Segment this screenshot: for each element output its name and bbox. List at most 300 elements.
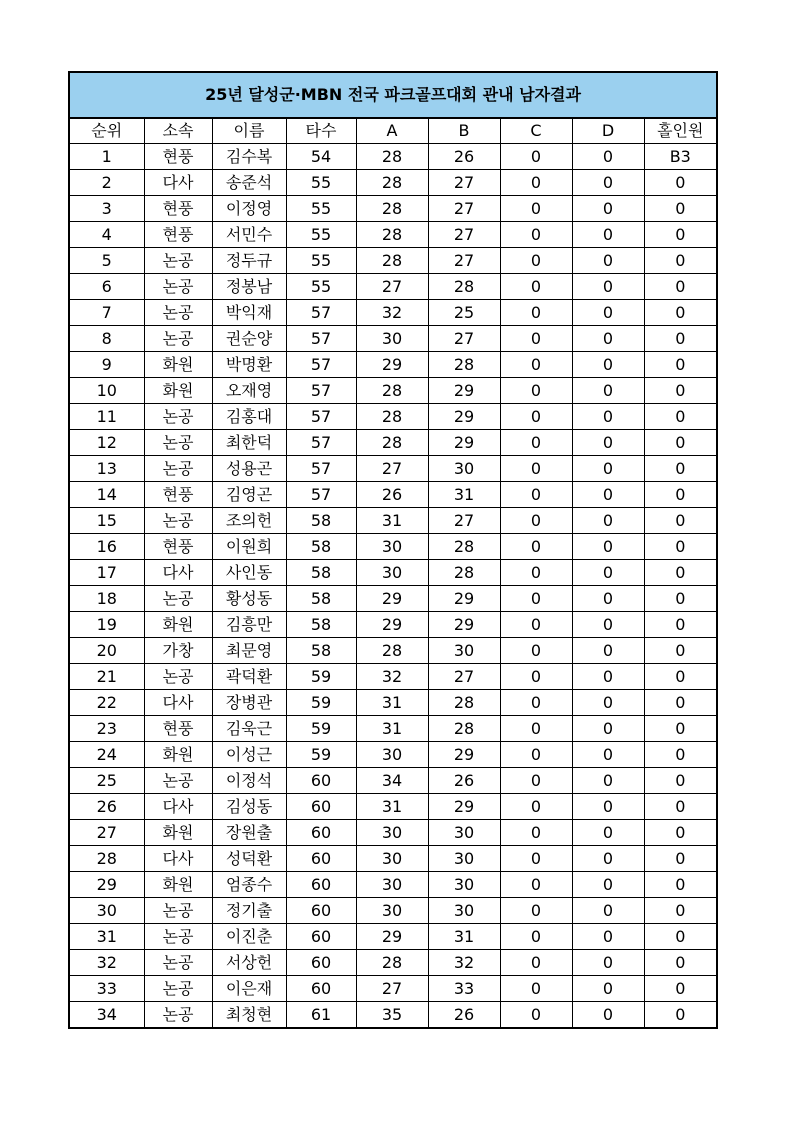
a-cell: 29 xyxy=(356,352,428,378)
name-cell: 김흥만 xyxy=(212,612,286,638)
name-cell: 최문영 xyxy=(212,638,286,664)
hole-in-one-cell: 0 xyxy=(644,196,717,222)
hole-in-one-cell: 0 xyxy=(644,638,717,664)
b-cell: 28 xyxy=(428,716,500,742)
a-cell: 28 xyxy=(356,430,428,456)
strokes-cell: 59 xyxy=(286,716,356,742)
name-cell: 정봉남 xyxy=(212,274,286,300)
c-cell: 0 xyxy=(500,352,572,378)
name-cell: 이은재 xyxy=(212,976,286,1002)
d-cell: 0 xyxy=(572,300,644,326)
name-cell: 성용곤 xyxy=(212,456,286,482)
strokes-cell: 59 xyxy=(286,664,356,690)
b-cell: 29 xyxy=(428,378,500,404)
rank-cell: 10 xyxy=(69,378,144,404)
table-row xyxy=(69,404,717,430)
a-cell: 32 xyxy=(356,300,428,326)
affiliation-cell: 논공 xyxy=(144,664,212,690)
table-row xyxy=(69,794,717,820)
c-cell: 0 xyxy=(500,612,572,638)
b-cell: 25 xyxy=(428,300,500,326)
d-cell: 0 xyxy=(572,456,644,482)
table-row xyxy=(69,170,717,196)
table-row xyxy=(69,196,717,222)
b-cell: 26 xyxy=(428,768,500,794)
c-cell: 0 xyxy=(500,742,572,768)
hole-in-one-cell: 0 xyxy=(644,690,717,716)
c-cell: 0 xyxy=(500,586,572,612)
a-cell: 30 xyxy=(356,898,428,924)
strokes-cell: 60 xyxy=(286,794,356,820)
strokes-cell: 59 xyxy=(286,742,356,768)
affiliation-cell: 화원 xyxy=(144,352,212,378)
b-cell: 32 xyxy=(428,950,500,976)
affiliation-cell: 현풍 xyxy=(144,482,212,508)
name-cell: 이성근 xyxy=(212,742,286,768)
a-cell: 30 xyxy=(356,846,428,872)
strokes-cell: 60 xyxy=(286,872,356,898)
name-cell: 조의헌 xyxy=(212,508,286,534)
strokes-cell: 55 xyxy=(286,274,356,300)
table-row xyxy=(69,1002,717,1029)
name-cell: 서상헌 xyxy=(212,950,286,976)
affiliation-cell: 다사 xyxy=(144,690,212,716)
rank-cell: 23 xyxy=(69,716,144,742)
table-row xyxy=(69,456,717,482)
strokes-cell: 57 xyxy=(286,326,356,352)
table-row xyxy=(69,612,717,638)
affiliation-cell: 논공 xyxy=(144,950,212,976)
name-cell: 김수복 xyxy=(212,144,286,170)
name-cell: 사인동 xyxy=(212,560,286,586)
a-cell: 30 xyxy=(356,742,428,768)
strokes-cell: 60 xyxy=(286,846,356,872)
name-cell: 곽덕환 xyxy=(212,664,286,690)
strokes-cell: 58 xyxy=(286,612,356,638)
table-row xyxy=(69,534,717,560)
c-cell: 0 xyxy=(500,404,572,430)
rank-cell: 20 xyxy=(69,638,144,664)
a-cell: 28 xyxy=(356,222,428,248)
hole-in-one-cell: 0 xyxy=(644,1002,717,1029)
rank-cell: 26 xyxy=(69,794,144,820)
c-cell: 0 xyxy=(500,378,572,404)
table-row xyxy=(69,872,717,898)
table-row xyxy=(69,560,717,586)
c-cell: 0 xyxy=(500,1002,572,1029)
rank-cell: 14 xyxy=(69,482,144,508)
c-cell: 0 xyxy=(500,222,572,248)
affiliation-cell: 화원 xyxy=(144,872,212,898)
affiliation-cell: 화원 xyxy=(144,820,212,846)
a-cell: 34 xyxy=(356,768,428,794)
hole-in-one-cell: 0 xyxy=(644,170,717,196)
strokes-cell: 55 xyxy=(286,170,356,196)
rank-cell: 7 xyxy=(69,300,144,326)
name-cell: 최청현 xyxy=(212,1002,286,1029)
strokes-cell: 54 xyxy=(286,144,356,170)
d-cell: 0 xyxy=(572,196,644,222)
strokes-cell: 55 xyxy=(286,248,356,274)
rank-cell: 1 xyxy=(69,144,144,170)
strokes-cell: 57 xyxy=(286,378,356,404)
rank-cell: 13 xyxy=(69,456,144,482)
d-cell: 0 xyxy=(572,508,644,534)
affiliation-cell: 논공 xyxy=(144,404,212,430)
hole-in-one-cell: 0 xyxy=(644,534,717,560)
a-cell: 30 xyxy=(356,872,428,898)
d-cell: 0 xyxy=(572,534,644,560)
rank-cell: 8 xyxy=(69,326,144,352)
name-cell: 김욱근 xyxy=(212,716,286,742)
a-cell: 29 xyxy=(356,924,428,950)
strokes-cell: 58 xyxy=(286,534,356,560)
c-cell: 0 xyxy=(500,690,572,716)
c-cell: 0 xyxy=(500,248,572,274)
name-cell: 성덕환 xyxy=(212,846,286,872)
table-row xyxy=(69,430,717,456)
d-cell: 0 xyxy=(572,716,644,742)
b-cell: 27 xyxy=(428,222,500,248)
rank-cell: 33 xyxy=(69,976,144,1002)
rank-cell: 32 xyxy=(69,950,144,976)
strokes-cell: 57 xyxy=(286,352,356,378)
d-cell: 0 xyxy=(572,742,644,768)
name-cell: 김홍대 xyxy=(212,404,286,430)
hole-in-one-cell: 0 xyxy=(644,846,717,872)
d-cell: 0 xyxy=(572,326,644,352)
hole-in-one-cell: 0 xyxy=(644,300,717,326)
d-cell: 0 xyxy=(572,690,644,716)
c-cell: 0 xyxy=(500,898,572,924)
col-affiliation-header: 소속 xyxy=(144,118,212,144)
affiliation-cell: 다사 xyxy=(144,170,212,196)
d-cell: 0 xyxy=(572,560,644,586)
strokes-cell: 60 xyxy=(286,976,356,1002)
hole-in-one-cell: 0 xyxy=(644,482,717,508)
c-cell: 0 xyxy=(500,872,572,898)
table-row xyxy=(69,950,717,976)
affiliation-cell: 화원 xyxy=(144,378,212,404)
c-cell: 0 xyxy=(500,768,572,794)
d-cell: 0 xyxy=(572,586,644,612)
rank-cell: 9 xyxy=(69,352,144,378)
col-name-header: 이름 xyxy=(212,118,286,144)
c-cell: 0 xyxy=(500,196,572,222)
hole-in-one-cell: 0 xyxy=(644,222,717,248)
affiliation-cell: 다사 xyxy=(144,794,212,820)
hole-in-one-cell: 0 xyxy=(644,794,717,820)
b-cell: 29 xyxy=(428,742,500,768)
b-cell: 31 xyxy=(428,924,500,950)
a-cell: 27 xyxy=(356,456,428,482)
d-cell: 0 xyxy=(572,144,644,170)
c-cell: 0 xyxy=(500,430,572,456)
table-row xyxy=(69,690,717,716)
b-cell: 28 xyxy=(428,352,500,378)
table-row xyxy=(69,274,717,300)
d-cell: 0 xyxy=(572,482,644,508)
hole-in-one-cell: 0 xyxy=(644,326,717,352)
d-cell: 0 xyxy=(572,768,644,794)
affiliation-cell: 현풍 xyxy=(144,196,212,222)
a-cell: 31 xyxy=(356,508,428,534)
table-row xyxy=(69,326,717,352)
table-row xyxy=(69,846,717,872)
table-row xyxy=(69,638,717,664)
strokes-cell: 59 xyxy=(286,690,356,716)
col-a-header: A xyxy=(356,118,428,144)
affiliation-cell: 현풍 xyxy=(144,144,212,170)
d-cell: 0 xyxy=(572,404,644,430)
c-cell: 0 xyxy=(500,274,572,300)
b-cell: 26 xyxy=(428,144,500,170)
affiliation-cell: 논공 xyxy=(144,508,212,534)
table-row xyxy=(69,742,717,768)
strokes-cell: 58 xyxy=(286,560,356,586)
affiliation-cell: 다사 xyxy=(144,846,212,872)
affiliation-cell: 현풍 xyxy=(144,222,212,248)
hole-in-one-cell: 0 xyxy=(644,664,717,690)
name-cell: 송준석 xyxy=(212,170,286,196)
b-cell: 26 xyxy=(428,1002,500,1029)
affiliation-cell: 논공 xyxy=(144,898,212,924)
rank-cell: 2 xyxy=(69,170,144,196)
a-cell: 35 xyxy=(356,1002,428,1029)
rank-cell: 29 xyxy=(69,872,144,898)
c-cell: 0 xyxy=(500,482,572,508)
c-cell: 0 xyxy=(500,820,572,846)
strokes-cell: 57 xyxy=(286,482,356,508)
a-cell: 29 xyxy=(356,612,428,638)
affiliation-cell: 현풍 xyxy=(144,534,212,560)
b-cell: 30 xyxy=(428,456,500,482)
name-cell: 박명환 xyxy=(212,352,286,378)
a-cell: 28 xyxy=(356,196,428,222)
hole-in-one-cell: 0 xyxy=(644,456,717,482)
strokes-cell: 55 xyxy=(286,222,356,248)
a-cell: 27 xyxy=(356,274,428,300)
hole-in-one-cell: 0 xyxy=(644,586,717,612)
table-row xyxy=(69,716,717,742)
a-cell: 28 xyxy=(356,378,428,404)
affiliation-cell: 논공 xyxy=(144,768,212,794)
d-cell: 0 xyxy=(572,638,644,664)
table-row xyxy=(69,144,717,170)
hole-in-one-cell: 0 xyxy=(644,950,717,976)
d-cell: 0 xyxy=(572,248,644,274)
rank-cell: 21 xyxy=(69,664,144,690)
a-cell: 31 xyxy=(356,794,428,820)
strokes-cell: 57 xyxy=(286,404,356,430)
strokes-cell: 58 xyxy=(286,638,356,664)
c-cell: 0 xyxy=(500,664,572,690)
results-body xyxy=(69,144,717,1029)
rank-cell: 24 xyxy=(69,742,144,768)
col-d-header: D xyxy=(572,118,644,144)
strokes-cell: 55 xyxy=(286,196,356,222)
rank-cell: 6 xyxy=(69,274,144,300)
c-cell: 0 xyxy=(500,456,572,482)
rank-cell: 11 xyxy=(69,404,144,430)
b-cell: 29 xyxy=(428,612,500,638)
b-cell: 30 xyxy=(428,898,500,924)
rank-cell: 27 xyxy=(69,820,144,846)
name-cell: 이정석 xyxy=(212,768,286,794)
hole-in-one-cell: 0 xyxy=(644,508,717,534)
d-cell: 0 xyxy=(572,898,644,924)
d-cell: 0 xyxy=(572,170,644,196)
name-cell: 서민수 xyxy=(212,222,286,248)
affiliation-cell: 논공 xyxy=(144,430,212,456)
hole-in-one-cell: 0 xyxy=(644,560,717,586)
affiliation-cell: 논공 xyxy=(144,586,212,612)
a-cell: 28 xyxy=(356,950,428,976)
d-cell: 0 xyxy=(572,430,644,456)
c-cell: 0 xyxy=(500,794,572,820)
table-row xyxy=(69,924,717,950)
a-cell: 27 xyxy=(356,976,428,1002)
b-cell: 27 xyxy=(428,508,500,534)
strokes-cell: 60 xyxy=(286,768,356,794)
c-cell: 0 xyxy=(500,144,572,170)
d-cell: 0 xyxy=(572,1002,644,1029)
b-cell: 27 xyxy=(428,248,500,274)
rank-cell: 30 xyxy=(69,898,144,924)
a-cell: 30 xyxy=(356,560,428,586)
hole-in-one-cell: 0 xyxy=(644,872,717,898)
rank-cell: 34 xyxy=(69,1002,144,1029)
rank-cell: 4 xyxy=(69,222,144,248)
d-cell: 0 xyxy=(572,820,644,846)
rank-cell: 15 xyxy=(69,508,144,534)
hole-in-one-cell: B3 xyxy=(644,144,717,170)
col-c-header: C xyxy=(500,118,572,144)
d-cell: 0 xyxy=(572,950,644,976)
b-cell: 30 xyxy=(428,872,500,898)
c-cell: 0 xyxy=(500,170,572,196)
rank-cell: 18 xyxy=(69,586,144,612)
table-row xyxy=(69,586,717,612)
a-cell: 31 xyxy=(356,716,428,742)
hole-in-one-cell: 0 xyxy=(644,352,717,378)
c-cell: 0 xyxy=(500,716,572,742)
d-cell: 0 xyxy=(572,274,644,300)
a-cell: 28 xyxy=(356,170,428,196)
b-cell: 28 xyxy=(428,534,500,560)
table-row xyxy=(69,976,717,1002)
table-row xyxy=(69,820,717,846)
name-cell: 오재영 xyxy=(212,378,286,404)
affiliation-cell: 논공 xyxy=(144,300,212,326)
d-cell: 0 xyxy=(572,352,644,378)
a-cell: 28 xyxy=(356,144,428,170)
c-cell: 0 xyxy=(500,950,572,976)
strokes-cell: 57 xyxy=(286,456,356,482)
b-cell: 29 xyxy=(428,586,500,612)
hole-in-one-cell: 0 xyxy=(644,742,717,768)
name-cell: 최한덕 xyxy=(212,430,286,456)
a-cell: 28 xyxy=(356,638,428,664)
b-cell: 30 xyxy=(428,820,500,846)
name-cell: 박익재 xyxy=(212,300,286,326)
hole-in-one-cell: 0 xyxy=(644,274,717,300)
affiliation-cell: 현풍 xyxy=(144,716,212,742)
table-row xyxy=(69,508,717,534)
rank-cell: 5 xyxy=(69,248,144,274)
strokes-cell: 58 xyxy=(286,586,356,612)
name-cell: 황성동 xyxy=(212,586,286,612)
name-cell: 정기출 xyxy=(212,898,286,924)
a-cell: 30 xyxy=(356,820,428,846)
rank-cell: 19 xyxy=(69,612,144,638)
affiliation-cell: 논공 xyxy=(144,456,212,482)
d-cell: 0 xyxy=(572,924,644,950)
table-row xyxy=(69,248,717,274)
strokes-cell: 60 xyxy=(286,898,356,924)
name-cell: 김영곤 xyxy=(212,482,286,508)
d-cell: 0 xyxy=(572,222,644,248)
a-cell: 30 xyxy=(356,534,428,560)
table-row xyxy=(69,300,717,326)
col-hole-in-one-header: 홀인원 xyxy=(644,118,717,144)
c-cell: 0 xyxy=(500,638,572,664)
d-cell: 0 xyxy=(572,612,644,638)
strokes-cell: 57 xyxy=(286,430,356,456)
affiliation-cell: 가창 xyxy=(144,638,212,664)
strokes-cell: 60 xyxy=(286,924,356,950)
name-cell: 이진춘 xyxy=(212,924,286,950)
results-table xyxy=(68,71,718,1029)
d-cell: 0 xyxy=(572,846,644,872)
strokes-cell: 60 xyxy=(286,820,356,846)
c-cell: 0 xyxy=(500,508,572,534)
col-rank-header: 순위 xyxy=(69,118,144,144)
table-row xyxy=(69,768,717,794)
c-cell: 0 xyxy=(500,924,572,950)
c-cell: 0 xyxy=(500,560,572,586)
page-title: 25년 달성군·MBN 전국 파크골프대회 관내 남자결과 xyxy=(69,72,717,118)
c-cell: 0 xyxy=(500,300,572,326)
name-cell: 김성동 xyxy=(212,794,286,820)
b-cell: 30 xyxy=(428,846,500,872)
strokes-cell: 60 xyxy=(286,950,356,976)
strokes-cell: 61 xyxy=(286,1002,356,1029)
strokes-cell: 57 xyxy=(286,300,356,326)
name-cell: 장병관 xyxy=(212,690,286,716)
d-cell: 0 xyxy=(572,872,644,898)
affiliation-cell: 논공 xyxy=(144,274,212,300)
name-cell: 정두규 xyxy=(212,248,286,274)
affiliation-cell: 논공 xyxy=(144,976,212,1002)
col-strokes-header: 타수 xyxy=(286,118,356,144)
name-cell: 권순양 xyxy=(212,326,286,352)
table-row xyxy=(69,482,717,508)
hole-in-one-cell: 0 xyxy=(644,248,717,274)
hole-in-one-cell: 0 xyxy=(644,924,717,950)
d-cell: 0 xyxy=(572,664,644,690)
a-cell: 30 xyxy=(356,326,428,352)
b-cell: 29 xyxy=(428,794,500,820)
table-row xyxy=(69,378,717,404)
d-cell: 0 xyxy=(572,976,644,1002)
b-cell: 30 xyxy=(428,638,500,664)
hole-in-one-cell: 0 xyxy=(644,976,717,1002)
a-cell: 32 xyxy=(356,664,428,690)
d-cell: 0 xyxy=(572,794,644,820)
hole-in-one-cell: 0 xyxy=(644,378,717,404)
strokes-cell: 58 xyxy=(286,508,356,534)
